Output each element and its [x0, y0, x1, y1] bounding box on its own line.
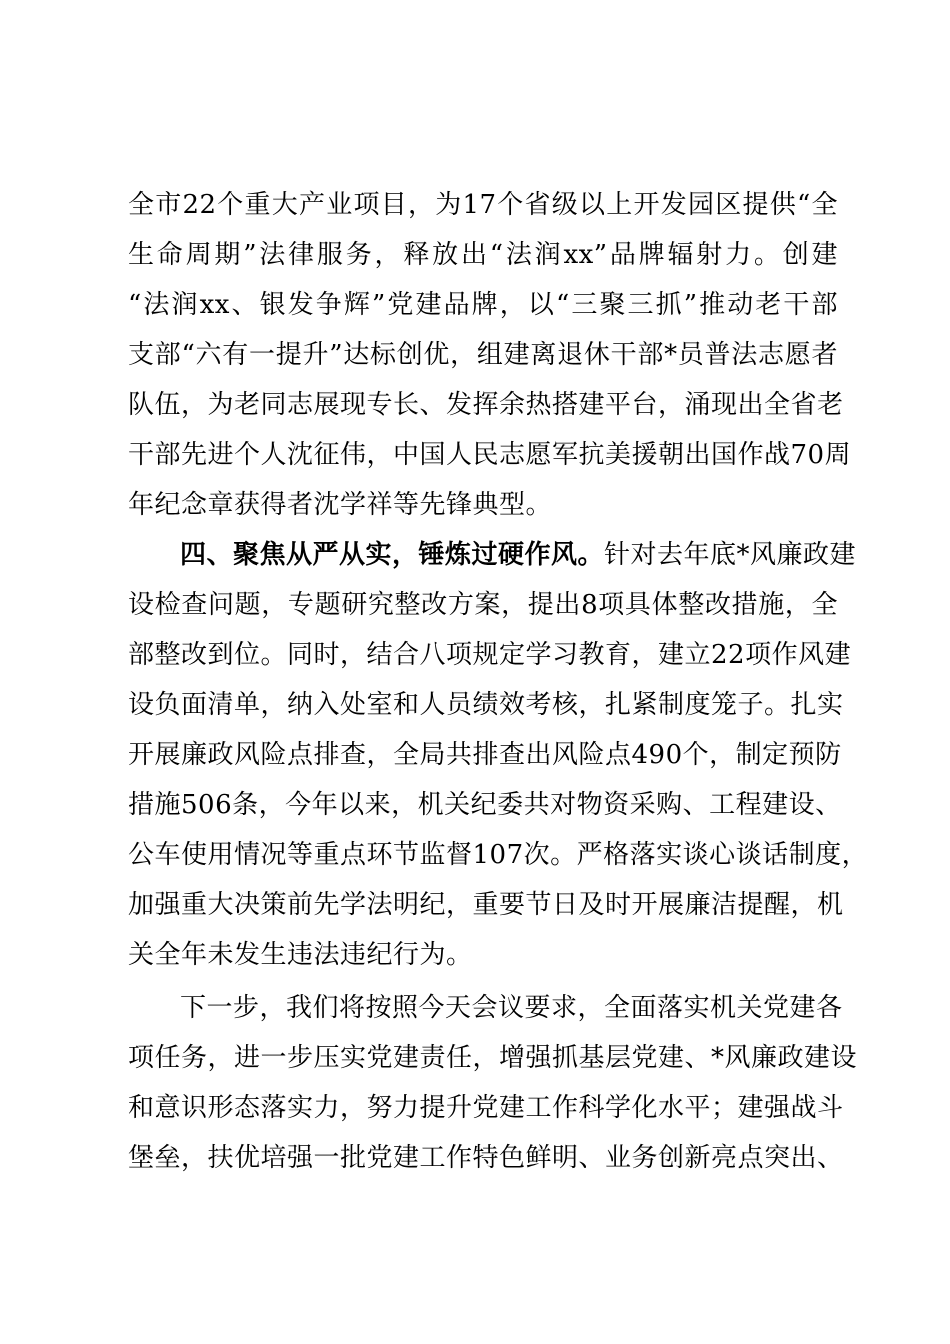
paragraph-3-line-2: 项任务，进一步压实党建责任，增强抓基层党建、*风廉政建设 [128, 1043, 858, 1073]
paragraph-1-line-4: 支部“六有一提升”达标创优，组建离退休干部*员普法志愿者 [128, 340, 838, 370]
paragraph-1-line-1: 全市22个重大产业项目，为17个省级以上开发园区提供“全 [128, 190, 838, 220]
paragraph-1-line-3: “法润xx、银发争辉”党建品牌，以“三聚三抓”推动老干部 [128, 290, 838, 320]
paragraph-3-line-3: 和意识形态落实力，努力提升党建工作科学化水平；建强战斗 [128, 1093, 844, 1123]
paragraph-2-line-7: 公车使用情况等重点环节监督107次。严格落实谈心谈话制度， [128, 840, 869, 870]
paragraph-3-line-1: 下一步，我们将按照今天会议要求，全面落实机关党建各 [180, 993, 843, 1023]
paragraph-3-line-4: 堡垒，扶优培强一批党建工作特色鲜明、业务创新亮点突出、 [128, 1143, 844, 1173]
paragraph-2-line-8: 加强重大决策前先学法明纪，重要节日及时开展廉洁提醒，机 [128, 890, 844, 920]
paragraph-1-line-7: 年纪念章获得者沈学祥等先锋典型。 [128, 490, 553, 520]
paragraph-1-line-2: 生命周期”法律服务，释放出“法润xx”品牌辐射力。创建 [128, 240, 838, 270]
paragraph-2-line-3: 部整改到位。同时，结合八项规定学习教育，建立22项作风建 [128, 640, 852, 670]
paragraph-2-line-9: 关全年未发生违法违纪行为。 [128, 940, 473, 970]
paragraph-1-line-5: 队伍，为老同志展现专长、发挥余热搭建平台，涌现出全省老 [128, 390, 844, 420]
paragraph-2-line-6: 措施506条，今年以来，机关纪委共对物资采购、工程建设、 [128, 790, 842, 820]
paragraph-2-line-4: 设负面清单，纳入处室和人员绩效考核，扎紧制度笼子。扎实 [128, 690, 844, 720]
paragraph-1-line-6: 干部先进个人沈征伟，中国人民志愿军抗美援朝出国作战70周 [128, 440, 852, 470]
paragraph-2-line-1 [180, 537, 857, 573]
section-heading: 四、聚焦从严从实，锤炼过硬作风。 [180, 540, 605, 570]
paragraph-2-line-5: 开展廉政风险点排查，全局共排查出风险点490个，制定预防 [128, 740, 842, 770]
paragraph-2-line-2: 设检查问题，专题研究整改方案，提出8项具体整改措施，全 [128, 590, 838, 620]
paragraph-2-line-1-text: 针对去年底*风廉政建 [604, 540, 857, 570]
